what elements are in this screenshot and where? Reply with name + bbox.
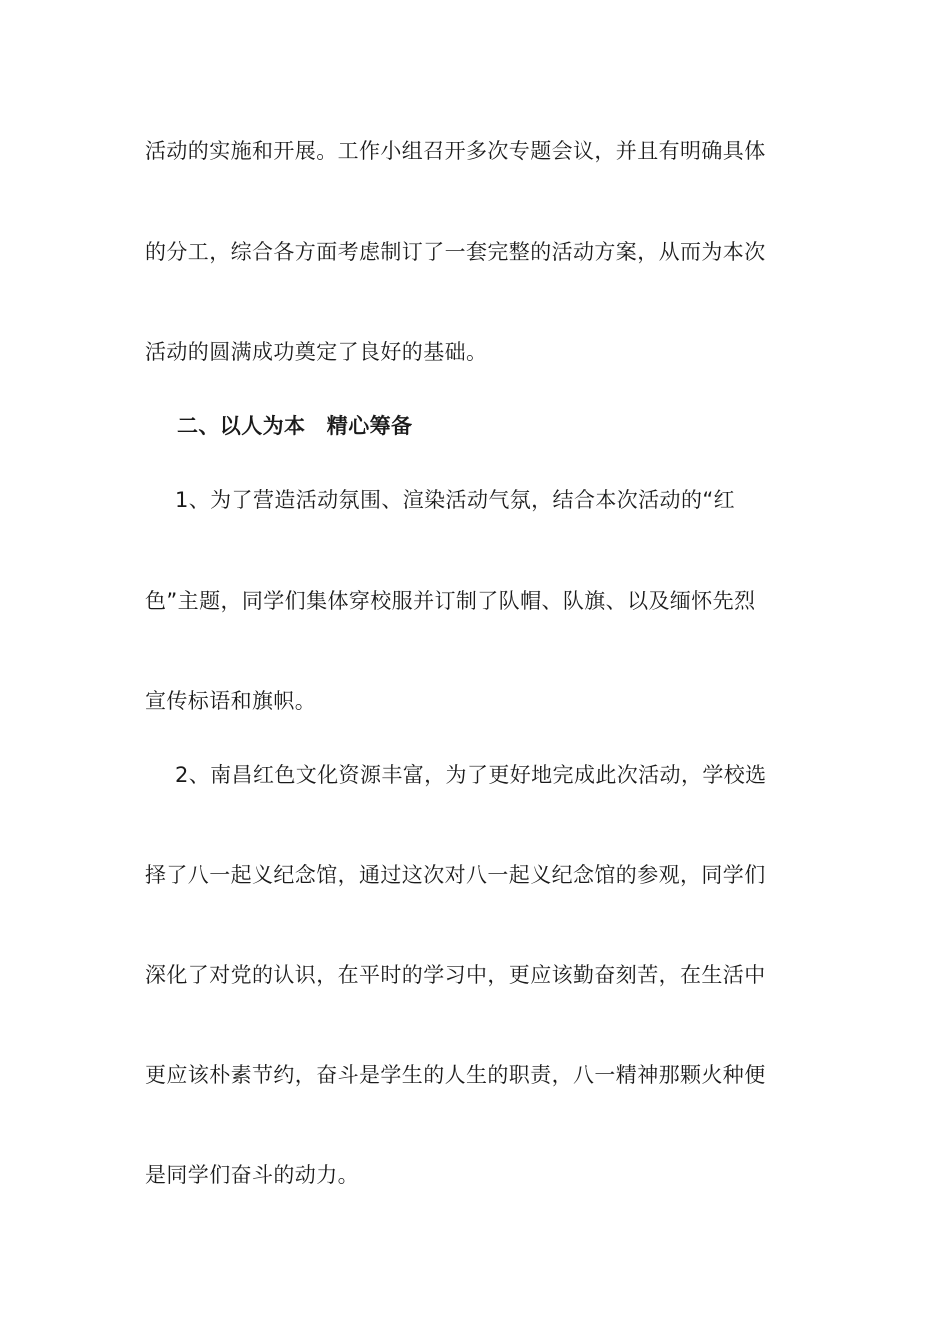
paragraph-line: 更应该朴素节约，奋斗是学生的人生的职责，八一精神那颗火种便 (145, 1063, 766, 1087)
paragraph-line: 活动的圆满成功奠定了良好的基础。 (145, 340, 488, 364)
section-heading: 二、以人为本 精心筹备 (177, 414, 413, 438)
paragraph-line: 深化了对党的认识，在平时的学习中，更应该勤奋刻苦，在生活中 (145, 963, 766, 987)
paragraph-line: 2、南昌红色文化资源丰富，为了更好地完成此次活动，学校选 (175, 763, 767, 787)
paragraph-line: 是同学们奋斗的动力。 (145, 1163, 359, 1187)
paragraph-line: 宣传标语和旗帜。 (145, 689, 317, 713)
paragraph-line: 色”主题，同学们集体穿校服并订制了队帽、队旗、以及缅怀先烈 (145, 589, 756, 613)
paragraph-line: 择了八一起义纪念馆，通过这次对八一起义纪念馆的参观，同学们 (145, 863, 766, 887)
paragraph-line: 的分工，综合各方面考虑制订了一套完整的活动方案，从而为本次 (145, 240, 766, 264)
paragraph-line: 活动的实施和开展。工作小组召开多次专题会议，并且有明确具体 (145, 139, 766, 163)
paragraph-line: 1、为了营造活动氛围、渲染活动气氛，结合本次活动的“红 (175, 488, 736, 512)
